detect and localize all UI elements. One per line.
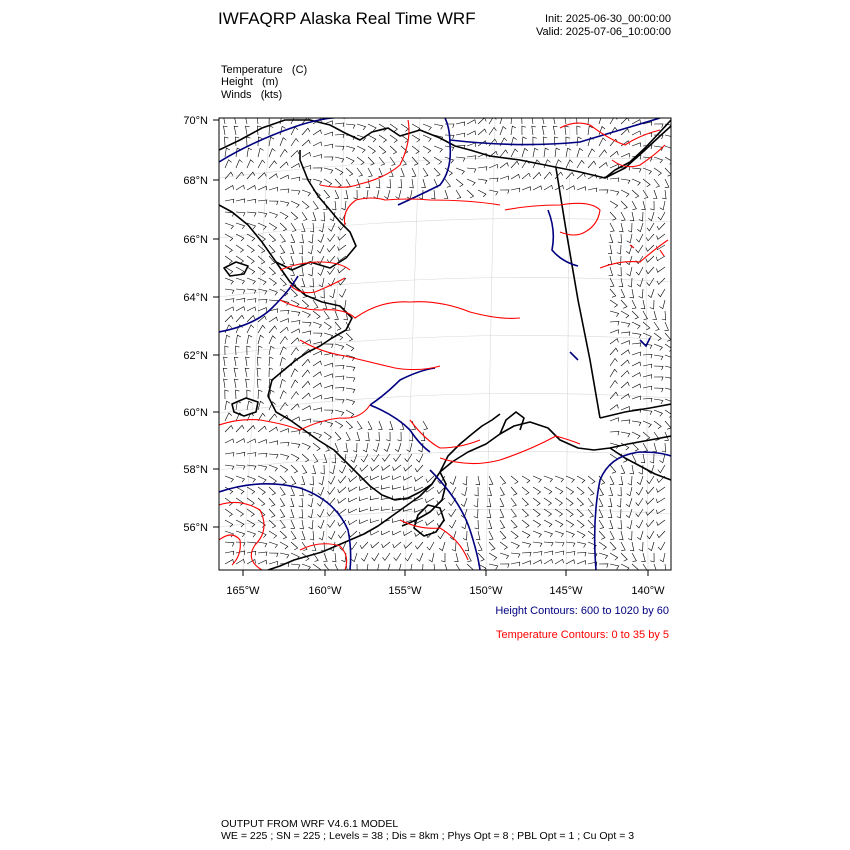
lat-label-60n: 60°N [183,407,208,419]
lat-label-58n: 58°N [183,464,208,476]
temperature-contour-note: Temperature Contours: 0 to 35 by 5 [495,629,669,641]
lon-ticks [243,570,648,576]
field-temperature-label: Temperature (C) [221,64,308,76]
lat-label-66n: 66°N [183,234,208,246]
lat-ticks [213,120,219,527]
lon-label-165w: 165°W [226,585,260,597]
lat-label-70n: 70°N [183,115,208,127]
lon-label-140w: 140°W [631,585,665,597]
field-winds-label: Winds (kts) [221,89,283,101]
model-config-label: WE = 225 ; SN = 225 ; Levels = 38 ; Dis = 8km ; Phys Opt = 8 ; PBL Opt = 1 ; Cu Opt = 3 [221,830,635,842]
field-height-label: Height (m) [221,76,279,88]
lat-label-68n: 68°N [183,175,208,187]
valid-time: Valid: 2025-07-06_10:00:00 [536,26,671,38]
lon-label-155w: 155°W [388,585,422,597]
plot-area [219,118,671,570]
height-contour-note: Height Contours: 600 to 1020 by 60 [495,605,669,617]
model-output-label: OUTPUT FROM WRF V4.6.1 MODEL [221,818,399,830]
lon-label-145w: 145°W [549,585,583,597]
lat-label-62n: 62°N [183,350,208,362]
init-time: Init: 2025-06-30_00:00:00 [545,13,671,25]
lon-label-160w: 160°W [308,585,342,597]
map-title: IWFAQRP Alaska Real Time WRF [218,9,476,28]
lon-label-150w: 150°W [469,585,503,597]
lat-label-56n: 56°N [183,522,208,534]
lat-label-64n: 64°N [183,292,208,304]
